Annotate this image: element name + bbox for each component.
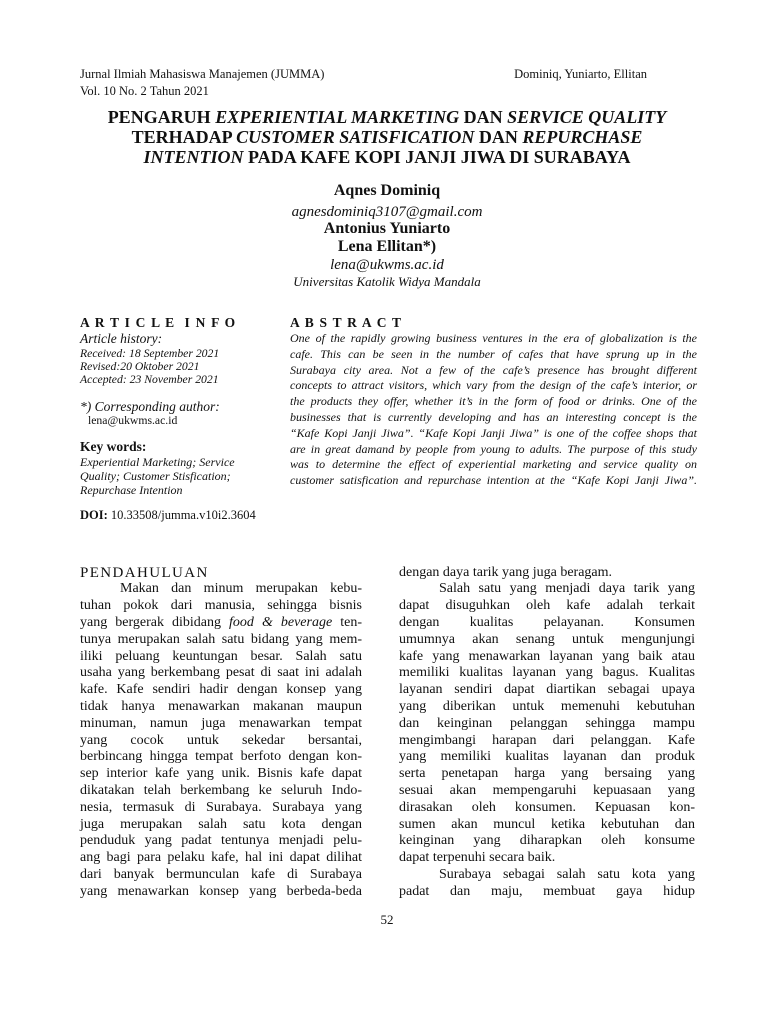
body-text-line: yang menawarkan konsep yang berbeda-beda [80, 883, 362, 899]
title-segment: PENGARUH [107, 107, 216, 127]
title-line-2 [80, 127, 694, 147]
title-segment: DAN [459, 107, 508, 127]
abstract-block [290, 331, 697, 489]
left-column [80, 565, 362, 901]
body-text-line: usaha yang berkembang pesat di saat ini adalah [80, 665, 362, 681]
body-text-line: Makan dan minum merupakan kebu- [120, 581, 362, 597]
doi-line [80, 508, 256, 522]
body-text-line: yang cocok untuk sekedar bersantai, [80, 732, 362, 748]
body-text-line: layanan sendiri dapat diartikan sebagai upaya [399, 682, 695, 698]
body-text-line: iliki peluang keuntungan besar. Salah satu [80, 648, 362, 664]
title-segment: DAN [474, 127, 523, 147]
body-text-line: dikatakan telah berkembang ke seluruh Indo- [80, 782, 362, 798]
body-text-line: dirasakan oleh konsumen. Kepuasan kon- [399, 799, 695, 815]
affiliation: Universitas Katolik Widya Mandala [293, 274, 481, 289]
body-text-line: Salah satu yang menjadi daya tarik yang [439, 581, 695, 597]
body-text-line: sep interior kafe yang unik. Bisnis kafe dapat [80, 766, 362, 782]
page-number: 52 [380, 912, 394, 927]
title-segment-italic: INTENTION [143, 147, 244, 167]
body-text-line: tuhan pokok dari manusia, sehingga bisnis [80, 598, 362, 614]
abstract-line: businesses that is currently developing and has an interesting concept is the [290, 409, 697, 424]
body-text-line: keinginan yang diharapkan oleh konsume [399, 833, 695, 849]
body-text-line: dari banyak bermunculan kafe di Surabaya [80, 866, 362, 882]
body-text-line [80, 615, 362, 632]
abstract-heading: A B S T R A C T [290, 315, 403, 330]
body-text-line: ang bagi para pelaku kafe, hal ini dapat dilihat [80, 850, 362, 866]
title-segment: TERHADAP [131, 127, 237, 147]
volume-info: Vol. 10 No. 2 Tahun 2021 [80, 84, 209, 98]
running-header-journal: Jurnal Ilmiah Mahasiswa Manajemen (JUMMA) [80, 67, 325, 81]
body-text-line: kafe yang menawarkan layanan yang baik atau [399, 648, 695, 664]
body-text-line: minuman, namun juga menawarkan tempat [80, 715, 362, 731]
revised-date: Revised:20 Oktober 2021 [80, 360, 200, 373]
author-email: lena@ukwms.ac.id [330, 257, 444, 273]
body-text-line: padat dan maju, membuat gaya hidup [399, 883, 695, 899]
body-text-line: sesuai akan mempengaruhi kepuasaan yang [399, 782, 695, 798]
corresponding-author-label: *) Corresponding author: [80, 399, 220, 414]
body-text-line: dapat disuguhkan oleh kafe adalah terkait [399, 598, 695, 614]
article-history-label: Article history: [80, 331, 163, 346]
body-text-line: Surabaya sebagai salah satu kota yang [439, 866, 695, 882]
abstract-line: “Kafe Kopi Janji Jiwa”. “Kafe Kopi Janji Jiwa” is one of the coffee shops that [290, 425, 697, 440]
body-text-line: nesia, termasuk di Surabaya. Surabaya yang [80, 799, 362, 815]
body-text-line: dan keinginan pelanggan sehingga mampu [399, 715, 695, 731]
body-text-line: tunya merupakan salah satu bidang yang mem- [80, 631, 362, 647]
right-column [399, 565, 695, 901]
corresponding-author-email: lena@ukwms.ac.id [88, 414, 178, 427]
body-text-line: dengan daya tarik yang juga beragam. [399, 564, 613, 580]
article-title [80, 107, 694, 167]
title-segment: PADA KAFE KOPI JANJI JIWA DI SURABAYA [243, 147, 631, 167]
abstract-line: customer satisfication and repurchase intention at the “Kafe Kopi Janji Jiwa”. [290, 473, 697, 488]
running-header-authors: Dominiq, Yuniarto, Ellitan [514, 67, 647, 81]
body-text-line: penduduk yang padat tentunya menjadi pelu- [80, 833, 362, 849]
title-segment-italic: SERVICE QUALITY [507, 107, 667, 127]
author-name: Aqnes Dominiq [333, 182, 441, 199]
title-segment-italic: EXPERIENTIAL MARKETING [215, 107, 460, 127]
keyword-line: Experiential Marketing; Service [80, 455, 235, 469]
title-segment-italic: REPURCHASE [522, 127, 643, 147]
title-segment-italic: CUSTOMER SATISFICATION [236, 127, 475, 147]
body-text-line: berbincang hingga tempat berfoto dengan kon- [80, 749, 362, 765]
abstract-line: cafe. This can be seen in the number of cafes that have sprung up in the [290, 346, 697, 361]
body-text-line: yang diberikan untuk memenuhi kebutuhan [399, 698, 695, 714]
section-heading: PENDAHULUAN [80, 564, 209, 581]
text-segment: yang bergerak dibidang [80, 614, 230, 630]
body-text-line: serta penetapan harga yang bersaing yang [399, 766, 695, 782]
author-name: Antonius Yuniarto [323, 220, 451, 237]
received-date: Received: 18 September 2021 [80, 347, 220, 360]
doi-label: DOI: [80, 508, 108, 522]
body-text-line: umumnya akan senang untuk mengunjungi [399, 631, 695, 647]
abstract-line: Surabaya city area. Not a few of the cafe’s presence has brought different [290, 362, 697, 377]
author-name: Lena Ellitan*) [337, 238, 437, 255]
keyword-line: Repurchase Intention [80, 483, 183, 497]
keywords-list [80, 455, 235, 497]
title-line-1 [80, 107, 694, 127]
text-segment: ten- [332, 614, 362, 630]
body-text-line: juga merupakan salah satu kota dengan [80, 816, 362, 832]
text-segment-italic: food & beverage [229, 614, 333, 630]
body-text-line: memiliki kualitas layanan yang bagus. Kualitas [399, 665, 695, 681]
abstract-line: One of the rapidly growing business ventures in the era of globalization is the [290, 331, 697, 345]
title-line-3 [80, 147, 694, 167]
body-text-line: dapat terpenuhi secara baik. [399, 850, 556, 866]
keywords-label: Key words: [80, 439, 147, 454]
abstract-line: are in great damand by people from young to adults. The purpose of this study [290, 441, 697, 456]
body-text-line: tidak hanya menawarkan makanan maupun [80, 698, 362, 714]
abstract-line: concepts to attract visitors, which vary from the design of the cafe’s interior, or [290, 378, 697, 393]
body-text-line: sumen akan muncul ketika kebutuhan dan [399, 816, 695, 832]
abstract-line: was to determine the effect of experiential marketing and service quality on [290, 457, 697, 472]
doi-value: 10.33508/jumma.v10i2.3604 [107, 508, 256, 522]
abstract-line: the products they offer, whether it’s in the form of food or drinks. One of the [290, 394, 697, 409]
author-email: agnesdominiq3107@gmail.com [291, 204, 483, 220]
body-text-line: kafe. Kafe sendiri hadir dengan konsep yang [80, 682, 362, 698]
body-text-line: mengimbangi harapan dari pelanggan. Kafe [399, 732, 695, 748]
accepted-date: Accepted: 23 November 2021 [80, 373, 219, 386]
article-info-heading: A R T I C L E I N F O [80, 315, 237, 330]
body-text-line: yang memiliki kualitas layanan dan produk [399, 749, 695, 765]
body-text-line: dengan kualitas pelayanan. Konsumen [399, 614, 695, 630]
keyword-line: Quality; Customer Stisfication; [80, 469, 231, 483]
